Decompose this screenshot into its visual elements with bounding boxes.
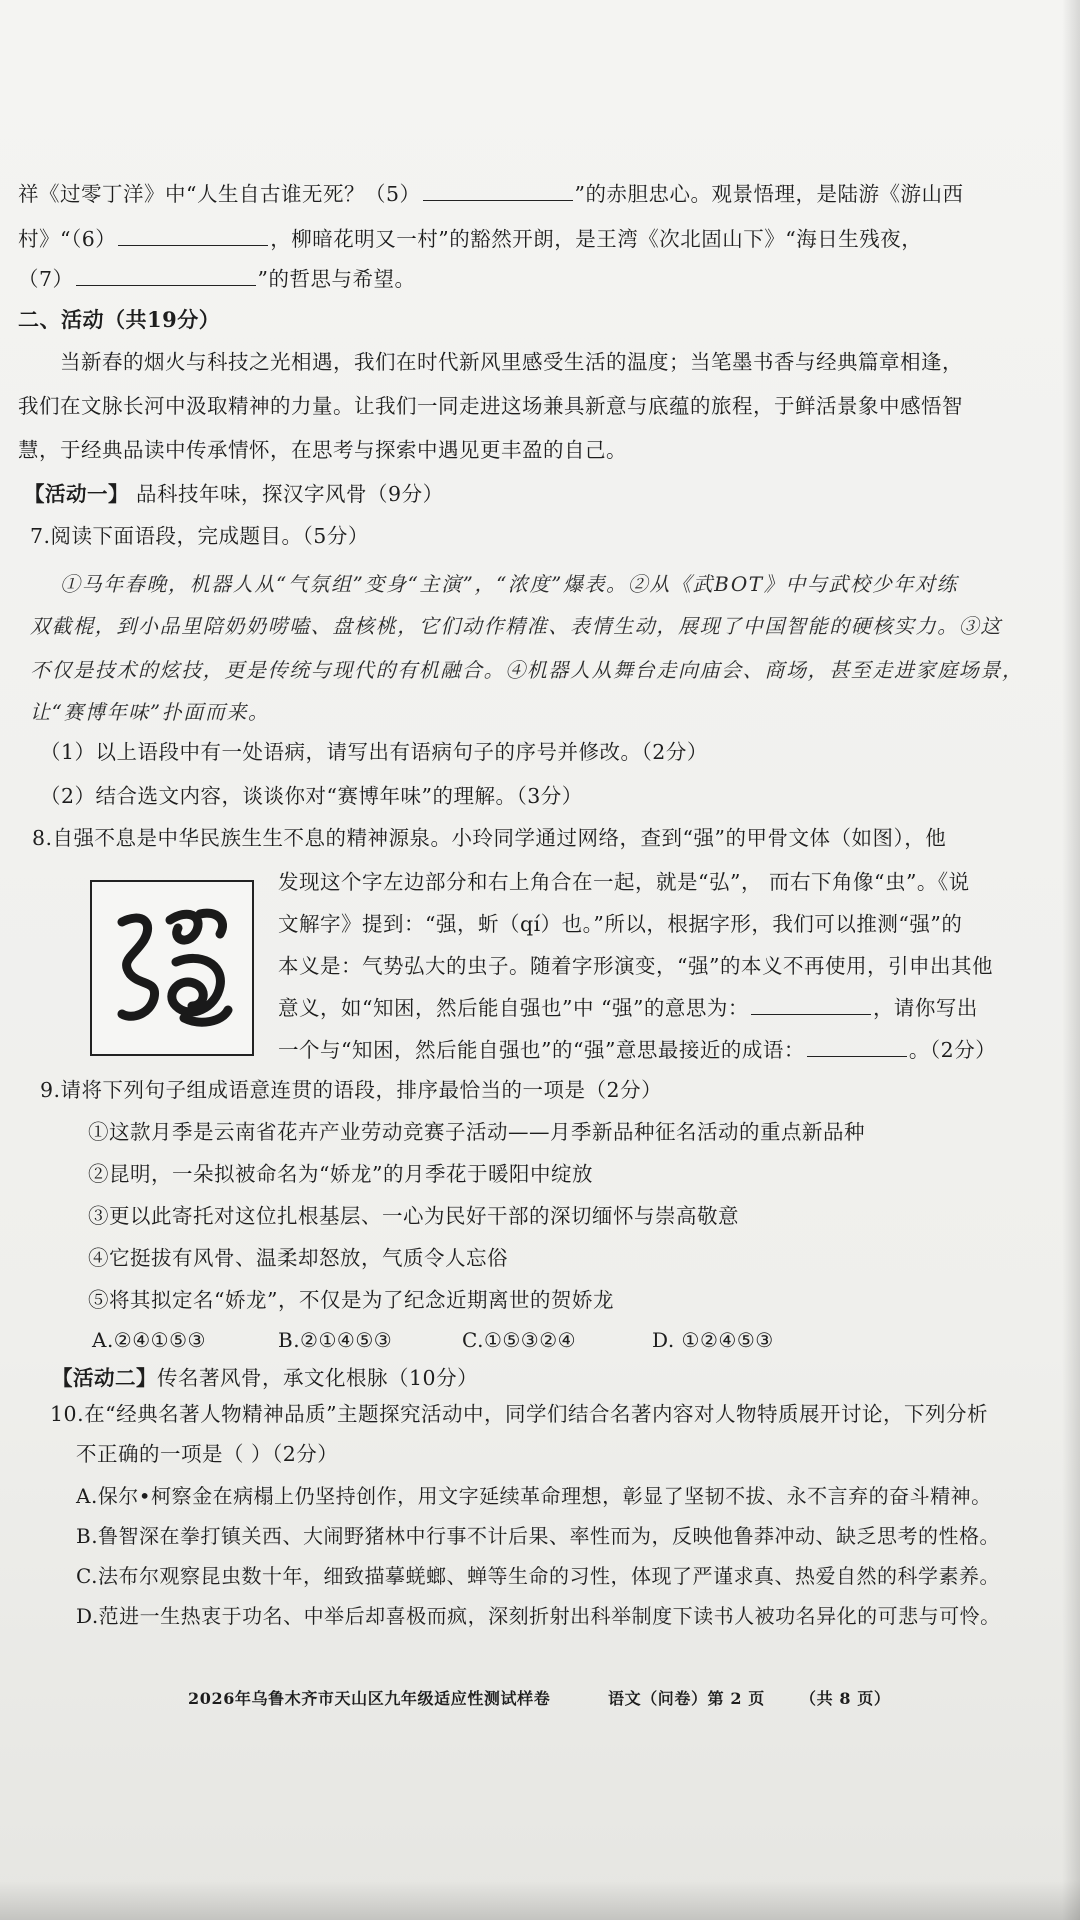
q9-sentence: ②昆明，一朵拟被命名为“娇龙”的月季花于暖阳中绽放: [88, 1162, 593, 1186]
q8-stem-line: 文解字》提到：“强，蚚（qí）也。”所以，根据字形，我们可以推测“强”的: [278, 912, 963, 936]
q10-stem: 10.在“经典名著人物精神品质”主题探究活动中，同学们结合名著内容对人物特质展开讨论，下列分析: [50, 1402, 989, 1426]
intro-line: 我们在文脉长河中汲取精神的力量。让我们一同走进这场兼具新意与底蕴的旅程，于鲜活景象中感悟智: [18, 394, 963, 418]
q9-stem: 9.请将下列句子组成语意连贯的语段，排序最恰当的一项是（2分）: [40, 1078, 663, 1102]
poetry-text: 祥《过零丁洋》中“人生自古谁无死？（5）: [18, 182, 421, 206]
poetry-text: 村》“（6）: [18, 227, 117, 251]
q10-stem: 不正确的一项是（ ）（2分）: [76, 1442, 339, 1466]
q8-stem-line: [278, 1036, 996, 1064]
q8-stem-line: 8.自强不息是中华民族生生不息的精神源泉。小玲同学通过网络，查到“强”的甲骨文体（如图），他: [32, 826, 947, 850]
q10-option-a[interactable]: A.保尔•柯察金在病榻上仍坚持创作，用文字延续革命理想，彰显了坚韧不拔、永不言弃的奋斗精神。: [76, 1484, 992, 1508]
q7-passage-line: 双截棍，到小品里陪奶奶唠嗑、盘核桃，它们动作精准、表情生动，展现了中国智能的硬核实力。③这: [30, 614, 1002, 638]
poetry-text: ”的赤胆忠心。观景悟理，是陆游《游山西: [574, 182, 964, 206]
q10-option-d[interactable]: D.范进一生热衷于功名、中举后却喜极而疯，深刻折射出科举制度下读书人被功名异化的可悲与可怜。: [76, 1604, 1001, 1628]
answer-blank-7[interactable]: [76, 284, 256, 286]
answer-blank-q8-idiom[interactable]: [807, 1055, 907, 1057]
q9-option-b[interactable]: B.②①④⑤③: [278, 1328, 393, 1352]
q8-stem-line: [278, 994, 978, 1022]
page-bottom-shadow: [0, 1880, 1080, 1920]
q10-option-b[interactable]: B.鲁智深在拳打镇关西、大闹野猪林中行事不计后果、率性而为，反映他鲁莽冲动、缺乏思考的性格。: [76, 1524, 1001, 1548]
q9-sentence: ③更以此寄托对这位扎根基层、一心为民好干部的深切缅怀与崇高敬意: [88, 1204, 739, 1228]
poetry-text: （7）: [18, 267, 74, 291]
activity-1-heading: [24, 480, 444, 508]
q8-stem-line: 发现这个字左边部分和右上角合在一起，就是“弘”， 而右下角像“虫”。《说: [278, 870, 970, 894]
poetry-text: ”的哲思与希望。: [257, 267, 416, 291]
q7-passage-line: 不仅是技术的炫技，更是传统与现代的有机融合。④机器人从舞台走向庙会、商场，甚至走进家庭场景，: [30, 658, 1024, 682]
q7-passage-line: 让“赛博年味”扑面而来。: [30, 700, 270, 724]
intro-line: 当新春的烟火与科技之光相遇，我们在时代新风里感受生活的温度；当笔墨书香与经典篇章相逢，: [60, 350, 963, 374]
q7-stem: 7.阅读下面语段，完成题目。（5分）: [30, 524, 369, 548]
q8-text: 意义，如“知困，然后能自强也”中 “强”的意思为：: [278, 996, 749, 1020]
q9-option-d[interactable]: D. ①②④⑤③: [652, 1328, 774, 1352]
q9-option-c[interactable]: C.①⑤③②④: [462, 1328, 577, 1352]
q8-text: 一个与“知困，然后能自强也”的“强”意思最接近的成语：: [278, 1038, 805, 1062]
activity-2-heading: [52, 1364, 478, 1392]
answer-blank-6[interactable]: [118, 244, 268, 246]
q8-text: 。（2分）: [908, 1038, 997, 1062]
q9-sentence: ⑤将其拟定名“娇龙”，不仅是为了纪念近期离世的贺娇龙: [88, 1288, 614, 1312]
q9-option-a[interactable]: A.②④①⑤③: [92, 1328, 206, 1352]
page-edge-shadow: [1062, 0, 1080, 1920]
q8-text: ，请你写出: [872, 996, 978, 1020]
footer-total-pages: （共 8 页）: [800, 1689, 891, 1708]
q8-stem-line: 本义是：气势弘大的虫子。随着字形演变，“强”的本义不再使用，引申出其他: [278, 954, 993, 978]
q10-option-c[interactable]: C.法布尔观察昆虫数十年，细致描摹蜣螂、蝉等生命的习性，体现了严谨求真、热爱自然的科学素养。: [76, 1564, 1000, 1588]
q7-sub-question-1: （1）以上语段中有一处语病，请写出有语病句子的序号并修改。（2分）: [40, 740, 708, 764]
answer-blank-q8-meaning[interactable]: [751, 1013, 871, 1015]
activity-1-label: 【活动一】: [24, 482, 129, 506]
footer-page-number: 语文（问卷）第 2 页: [608, 1689, 765, 1708]
q7-sub-question-2: （2）结合选文内容，谈谈你对“赛博年味”的理解。（3分）: [40, 784, 583, 808]
section-title: 二、活动（共19分）: [18, 307, 221, 332]
q9-sentence: ①这款月季是云南省花卉产业劳动竞赛子活动——月季新品种征名活动的重点新品种: [88, 1120, 865, 1144]
activity-1-subtitle: 品科技年味，探汉字风骨（9分）: [136, 482, 444, 506]
activity-2-label: 【活动二】: [52, 1366, 157, 1390]
poetry-line-3: [18, 265, 416, 293]
footer-exam-title: 2026年乌鲁木齐市天山区九年级适应性测试样卷: [188, 1689, 551, 1708]
answer-blank-5[interactable]: [423, 199, 573, 201]
oracle-bone-glyph-icon: [92, 882, 252, 1054]
poetry-line-2: [18, 225, 922, 253]
poetry-line-1: [18, 180, 964, 208]
activity-2-subtitle: 传名著风骨，承文化根脉（10分）: [157, 1366, 479, 1390]
q9-sentence: ④它挺拔有风骨、温柔却怒放，气质令人忘俗: [88, 1246, 508, 1270]
intro-line: 慧，于经典品读中传承情怀，在思考与探索中遇见更丰盈的自己。: [18, 438, 627, 462]
q7-passage-line: ①马年春晚，机器人从“气氛组”变身“主演”，“浓度”爆表。②从《武BOT》中与武校少年对练: [60, 572, 959, 596]
oracle-bone-qiang-image: [90, 880, 254, 1056]
poetry-text: ，柳暗花明又一村”的豁然开朗，是王湾《次北固山下》“海日生残夜，: [270, 227, 923, 251]
